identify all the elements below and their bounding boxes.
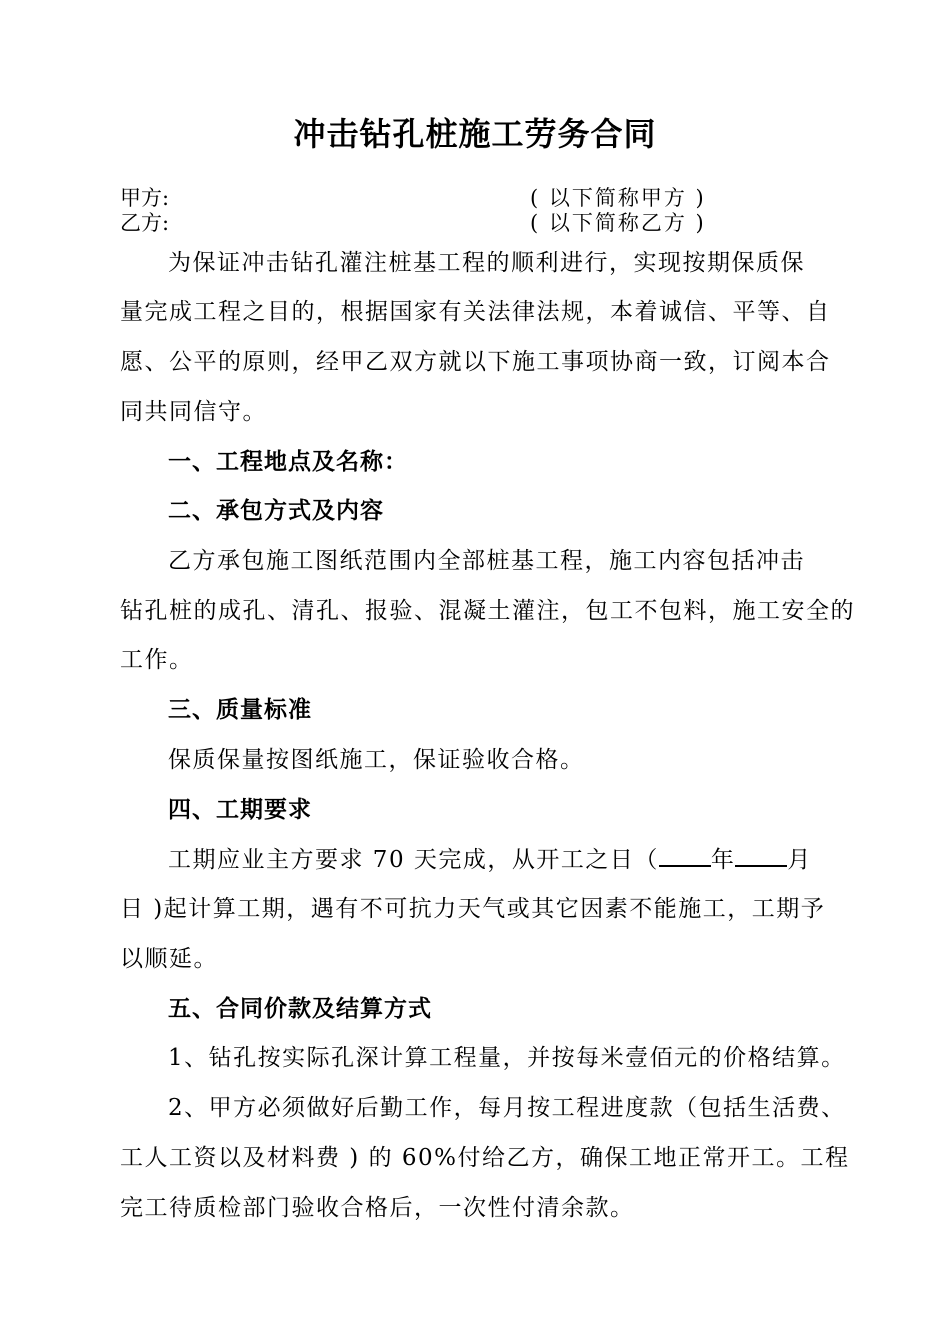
month-label: 月	[787, 847, 812, 873]
section-heading: 五、合同价款及结算方式	[168, 996, 432, 1022]
section-text-line: 2、甲方必须做好后勤工作，每月按工程进度款（包括生活费、	[168, 1095, 846, 1121]
section-heading: 三、质量标准	[168, 697, 312, 723]
month-blank	[735, 845, 787, 867]
section-heading: 四、工期要求	[168, 797, 312, 823]
intro-line: 同共同信守。	[120, 399, 267, 425]
party-a-row	[120, 186, 820, 210]
section-heading: 一、工程地点及名称：	[168, 449, 408, 475]
section-text-line: 完工待质检部门验收合格后，一次性付清余款。	[120, 1195, 635, 1221]
section-text-line: 保质保量按图纸施工，保证验收合格。	[168, 747, 585, 773]
section-text-line	[168, 845, 812, 875]
year-label: 年	[710, 847, 736, 873]
party-b-row	[120, 211, 820, 235]
party-b-note: ( 以下简称乙方 )	[530, 211, 706, 235]
intro-line: 量完成工程之目的，根据国家有关法律法规，本着诚信、平等、自	[120, 299, 831, 325]
intro-line: 愿、公平的原则，经甲乙双方就以下施工事项协商一致，订阅本合	[120, 349, 831, 375]
party-a-label: 甲方:	[120, 186, 170, 210]
section-text-line: 以顺延。	[120, 946, 218, 972]
year-blank	[659, 845, 711, 867]
party-a-note: ( 以下简称甲方 )	[530, 186, 706, 210]
schedule-start-text: 工期应业主方要求 70 天完成，从开工之日（	[168, 847, 659, 873]
intro-line: 为保证冲击钻孔灌注桩基工程的顺利进行，实现按期保质保	[168, 250, 805, 276]
document-title: 冲击钻孔桩施工劳务合同	[293, 115, 657, 153]
section-text-line: 工作。	[120, 647, 194, 673]
section-text-line: 钻孔桩的成孔、清孔、报验、混凝土灌注，包工不包料，施工安全的	[120, 598, 855, 624]
section-heading: 二、承包方式及内容	[168, 498, 384, 524]
party-b-label: 乙方:	[120, 211, 170, 235]
section-text-line: 1、钻孔按实际孔深计算工程量，并按每米壹佰元的价格结算。	[168, 1045, 846, 1071]
section-text-line: 工人工资以及材料费 ) 的 60%付给乙方，确保工地正常开工。工程	[120, 1145, 850, 1171]
section-text-line: 日 )起计算工期，遇有不可抗力天气或其它因素不能施工，工期予	[120, 896, 826, 922]
section-text-line: 乙方承包施工图纸范围内全部桩基工程，施工内容包括冲击	[168, 548, 805, 574]
